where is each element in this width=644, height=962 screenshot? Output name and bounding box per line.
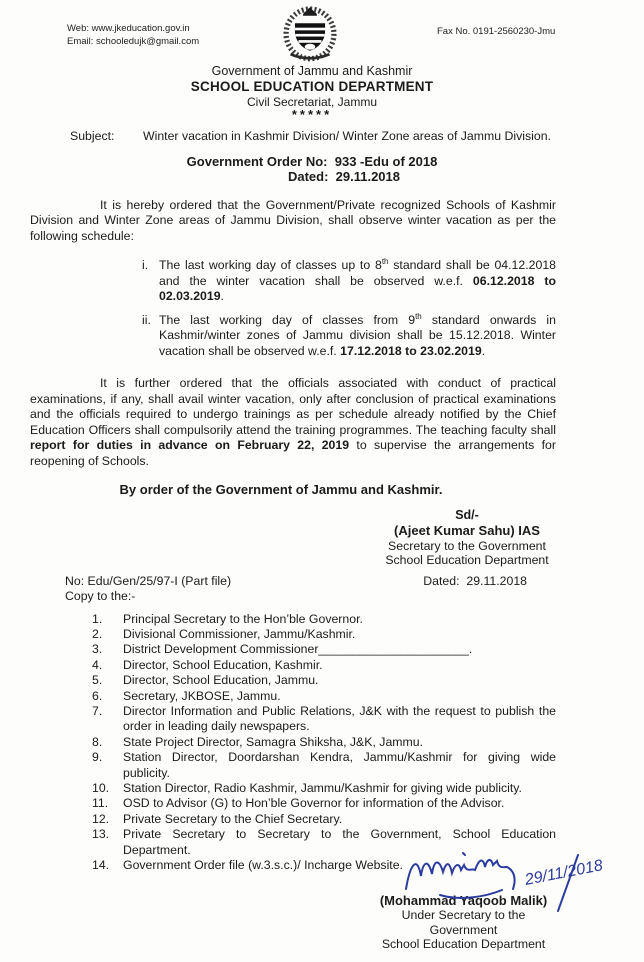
copy-item-text: Divisional Commissioner, Jammu/Kashmir. <box>123 626 356 641</box>
copy-item-marker: 14. <box>92 858 110 872</box>
signatory-title-2: School Education Department <box>385 553 549 567</box>
reference-row <box>65 574 527 589</box>
copy-list-item <box>92 735 556 750</box>
website-line: Web: www.jkeducation.gov.in <box>67 23 190 34</box>
jk-state-emblem-icon <box>279 2 341 64</box>
signatory-name: (Ajeet Kumar Sahu) IAS <box>394 523 540 538</box>
copy-item-marker: 1. <box>92 611 103 626</box>
fax-line: Fax No. 0191-2560230-Jmu <box>437 26 556 37</box>
copy-item-marker: 4. <box>92 657 103 672</box>
copy-item-marker: 11. <box>92 796 109 811</box>
subject-label: Subject: <box>70 129 115 143</box>
copy-item-marker: 3. <box>92 642 103 657</box>
copy-list-item <box>92 704 556 735</box>
order-date-line: Dated: 29.11.2018 <box>287 169 401 184</box>
copy-item-text: Private Secretary to Secretary to the Government, School Education Department. <box>123 827 556 857</box>
order-heading <box>0 154 644 185</box>
copy-list-item <box>92 627 556 642</box>
copy-item-marker: 6. <box>92 688 103 703</box>
by-order-line: By order of the Government of Jammu and Kashmir. <box>119 482 443 497</box>
email-line: Email: schooledujk@gmail.com <box>67 36 200 47</box>
stars-divider: ***** <box>291 107 333 122</box>
copy-item-text: Station Director, Doordarshan Kendra, Jammu/Kashmir for giving wide publicity. <box>123 750 556 780</box>
copy-item-text: Secretary, JKBOSE, Jammu. <box>123 688 281 703</box>
subject-row <box>70 129 556 145</box>
copy-item-text: District Development Commissioner______________________. <box>123 642 473 657</box>
copy-item-marker: 9. <box>92 750 103 765</box>
schedule-item-marker: ii. <box>142 312 151 327</box>
under-secretary-title-1: Under Secretary to the Government <box>401 908 526 937</box>
copy-item-marker: 13. <box>92 827 110 842</box>
under-secretary-title-2: School Education Department <box>381 937 546 952</box>
copy-to-label: Copy to the:- <box>65 588 136 603</box>
copy-item-marker: 2. <box>92 626 103 641</box>
copy-item-marker: 8. <box>92 734 103 749</box>
copy-item-text: Director, School Education, Kashmir. <box>123 657 323 672</box>
copy-item-text: OSD to Advisor (G) to Hon’ble Governor for information of the Advisor. <box>123 796 505 811</box>
copy-list-item <box>92 750 556 781</box>
order-number-line: Government Order No: 933 -Edu of 2018 <box>186 153 438 169</box>
schedule-item-text: The last working day of classes from 9th standard onwards in Kashmir/winter zones of Jammu division shall be 15.12.2018. Winter vacation shall be observed w.e.f. 17.12.2018 to 23.02.2019. <box>159 311 556 358</box>
signatory-title-1: Secretary to the Government <box>388 538 546 553</box>
copy-list-item <box>92 689 556 704</box>
copy-list-item <box>92 642 556 657</box>
under-secretary-name: (Mohammad Yaqoob Malik) <box>379 893 548 909</box>
copy-list-item <box>92 658 556 673</box>
secretariat-line: Civil Secretariat, Jammu <box>246 95 378 109</box>
sd-line: Sd/- <box>455 508 479 522</box>
government-line: Government of Jammu and Kashmir <box>211 64 413 78</box>
letterhead-contact <box>67 22 199 48</box>
copy-item-text: Station Director, Radio Kashmir, Jammu/Kashmir for giving wide publicity. <box>123 780 522 795</box>
handwritten-signature-icon <box>400 843 638 915</box>
reference-number: No: Edu/Gen/25/97-I (Part file) <box>65 573 232 588</box>
signatory-block <box>378 508 556 568</box>
order-paragraph-2: It is further ordered that the officials associated with conduct of practical examinations, if any, shall avail winter vacation, only after conclusion of practical examinations and the officials required to undergo trainings as per schedule already notified by the Chief Education Officers shall compulsorily attend the training programmes. The teaching faculty shall report for duties in advance on February 22, 2019 to supervise the arrangements for reopening of Schools. <box>30 376 556 468</box>
copy-item-marker: 5. <box>92 673 103 688</box>
schedule-item-marker: i. <box>142 258 149 272</box>
copy-list-item <box>92 796 556 811</box>
department-line: SCHOOL EDUCATION DEPARTMENT <box>190 79 434 94</box>
copy-list-item <box>92 612 556 627</box>
schedule-item <box>142 258 556 305</box>
signature-date-script: 29/11/2018 <box>523 857 605 890</box>
copy-item-text: Principal Secretary to the Hon’ble Governor. <box>123 611 363 626</box>
copy-list-item <box>92 812 556 827</box>
copy-list-item <box>92 673 556 688</box>
copy-item-text: Director, School Education, Jammu. <box>123 673 319 688</box>
reference-date: Dated: 29.11.2018 <box>423 573 527 588</box>
jk-state-emblem-icon <box>279 2 341 69</box>
copy-distribution-list <box>92 612 556 874</box>
copy-item-marker: 7. <box>92 703 103 718</box>
copy-item-marker: 10. <box>92 780 110 795</box>
vacation-schedule-list <box>142 258 556 359</box>
copy-item-marker: 12. <box>92 811 110 826</box>
order-paragraph-1: It is hereby ordered that the Government/Private recognized Schools of Kashmir Division and Winter Zone areas of Jammu Division, shall observe winter vacation as per the following schedule: <box>30 197 556 243</box>
copy-list-item <box>92 781 556 796</box>
under-secretary-block <box>371 857 605 952</box>
copy-item-text: Private Secretary to the Chief Secretary. <box>123 811 343 826</box>
schedule-item <box>142 313 556 360</box>
copy-item-text: Director Information and Public Relations, J&K with the request to publish the order in leading daily newspapers. <box>123 703 556 734</box>
subject-text: Winter vacation in Kashmir Division/ Winter Zone areas of Jammu Division. <box>143 129 551 143</box>
schedule-item-text: The last working day of classes up to 8th standard shall be 04.12.2018 and the winter vacation shall be observed w.e.f. 06.12.2018 to 02.03.2019. <box>159 256 556 303</box>
copy-item-text: State Project Director, Samagra Shiksha, J&K, Jammu. <box>123 734 424 749</box>
copy-item-text: Government Order file (w.3.s.c.)/ Incharge Website. <box>123 858 403 872</box>
